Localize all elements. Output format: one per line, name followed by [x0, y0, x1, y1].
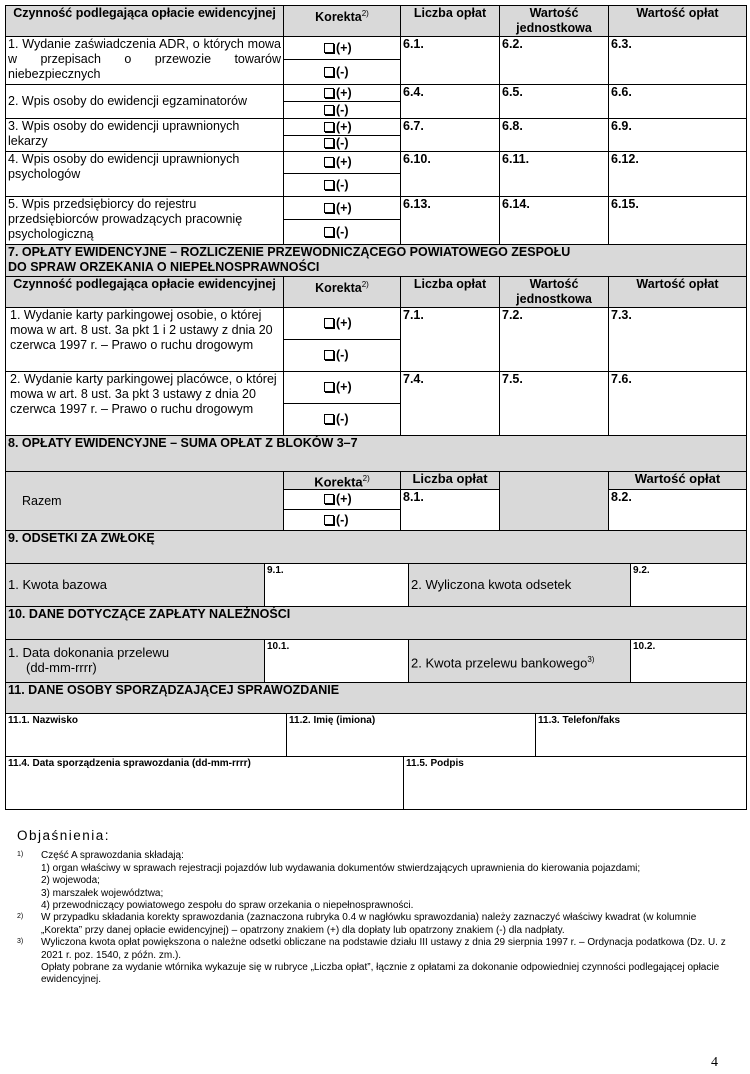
calculated-interest-cell[interactable]: 9.2. [633, 565, 650, 577]
section7-title-row [6, 245, 747, 277]
checkbox-icon [324, 203, 334, 213]
checkbox-icon [324, 105, 334, 115]
fee-value-cell[interactable]: 6.9. [609, 119, 747, 152]
fee-value-cell[interactable]: 6.15. [609, 197, 747, 245]
table-row [6, 372, 747, 404]
unit-value-cell[interactable]: 6.2. [500, 37, 609, 85]
section11-row2-container [6, 757, 747, 810]
page-number: 4 [711, 1055, 718, 1070]
correction-minus-checkbox[interactable]: (-) [284, 220, 401, 245]
razem-label: Razem [6, 472, 284, 531]
fee-count-cell[interactable]: 6.1. [401, 37, 500, 85]
checkbox-icon [324, 414, 334, 424]
signature-field[interactable]: 11.5. Podpis [406, 758, 464, 770]
footnote-1: 1) Część A sprawozdania składają: 1) organ właściwy w sprawach rejestracji pojazdów lub wydawania dokumentów stwierdzających uprawnienia do kierowania pojazdami; 2) wojewoda; 3) marszałek województwa; 4) przewodniczący powiatowego zespołu do spraw orzekania o niepełnosprawności. [17, 850, 641, 912]
unit-value-cell[interactable]: 6.5. [500, 85, 609, 119]
correction-minus-checkbox[interactable]: (-) [284, 510, 401, 531]
col-activity-header: Czynność podlegająca opłacie ewidencyjnej [6, 6, 284, 37]
correction-plus-checkbox[interactable]: (+) [284, 372, 401, 404]
fees-table [5, 5, 747, 810]
calculated-interest-label: 2. Wyliczona kwota odsetek [409, 564, 631, 606]
section7-title: 7. OPŁATY EWIDENCYJNE – ROZLICZENIE PRZEWODNICZĄCEGO POWIATOWEGO ZESPOŁU DO SPRAW ORZEKANIA O NIEPEŁNOSPRAWNOŚCI [6, 245, 747, 277]
table-row [6, 152, 747, 174]
footnote-2: 2) W przypadku składania korekty sprawozdania (zaznaczona rubryka 0.4 w nagłówku sprawozdania) należy zaznaczyć właściwy kwadrat (w kolumnie „Korekta” przy danej opłacie ewidencyjnej) – opatrzony znakiem (+) dla dopłaty lub opatrzony znakiem (-) dla nadpłaty. [17, 912, 697, 936]
checkbox-icon [324, 227, 334, 237]
activity-label: 2. Wpis osoby do ewidencji egzaminatorów [6, 85, 284, 119]
correction-plus-checkbox[interactable]: (+) [284, 85, 401, 102]
col-fee-value-header: Wartość opłat [609, 277, 747, 308]
activity-label: 1. Wydanie karty parkingowej osobie, o której mowa w art. 8 ust. 3a pkt 1 i 2 ustawy z dnia 20 czerwca 1997 r. – Prawo o ruchu drogowym [6, 308, 284, 372]
unit-value-cell[interactable]: 7.2. [500, 308, 609, 372]
section9-title-row [6, 531, 747, 564]
section10-title-row [6, 607, 747, 640]
section10-container [6, 640, 747, 683]
transfer-date-label: 1. Data dokonania przelewu (dd-mm-rrrr) [6, 640, 265, 682]
checkbox-icon [324, 515, 334, 525]
explanations [17, 830, 732, 987]
unit-value-cell[interactable]: 6.11. [500, 152, 609, 197]
table-row [6, 119, 747, 136]
footnote-3: 3) Wyliczona kwota opłat powiększona o należne odsetki obliczane na podstawie działu III ustawy z dnia 29 sierpnia 1997 r. – Ordynacja podatkowa (Dz. U. z 2021 r. poz. 1540, z późn. zm.). Opłaty pobrane za wydanie wtórnika wykazuje się w rubryce „Liczba opłat”, łącznie z opłatami za dokonanie odpowiedniej czynności podlegającej opłacie ewidencyjnej. [17, 937, 726, 986]
section10-title: 10. DANE DOTYCZĄCE ZAPŁATY NALEŻNOŚCI [6, 607, 747, 640]
table-row [6, 37, 747, 60]
activity-label: 5. Wpis przedsiębiorcy do rejestru przedsiębiorców prowadzących pracownię psychologiczną [6, 197, 284, 245]
unit-value-blank [500, 472, 609, 531]
section11-title-row [6, 683, 747, 714]
col-unit-value-header: Wartość jednostkowa [500, 6, 609, 37]
col-fee-value-header: Wartość opłat [609, 6, 747, 37]
fee-count-cell[interactable]: 6.10. [401, 152, 500, 197]
activity-label: 4. Wpis osoby do ewidencji uprawnionych psychologów [6, 152, 284, 197]
correction-plus-checkbox[interactable]: (+) [284, 119, 401, 136]
form-page [5, 5, 746, 810]
checkbox-icon [324, 157, 334, 167]
section11-title: 11. DANE OSOBY SPORZĄDZAJĄCEJ SPRAWOZDANIE [6, 683, 747, 714]
checkbox-icon [324, 67, 334, 77]
col-fee-value-header: Wartość opłat [609, 472, 747, 490]
col-correction-header: Korekta$^{2)}$ [284, 277, 401, 308]
fee-value-cell[interactable]: 6.12. [609, 152, 747, 197]
correction-plus-checkbox[interactable]: (+) [284, 37, 401, 60]
fee-count-cell[interactable]: 6.7. [401, 119, 500, 152]
checkbox-icon [324, 318, 334, 328]
surname-field[interactable]: 11.1. Nazwisko [6, 714, 287, 756]
table-row [6, 85, 747, 102]
col-correction-header: Korekta$^{2)}$ [284, 472, 401, 490]
activity-label: 3. Wpis osoby do ewidencji uprawnionych lekarzy [6, 119, 284, 152]
unit-value-cell[interactable]: 7.5. [500, 372, 609, 436]
fee-count-cell[interactable]: 6.4. [401, 85, 500, 119]
section9-row [6, 564, 747, 607]
col-fee-count-header: Liczba opłat [401, 6, 500, 37]
col-fee-count-header: Liczba opłat [401, 472, 500, 490]
section11-row2 [6, 757, 747, 810]
section6-header [6, 6, 747, 37]
base-amount-label: 1. Kwota bazowa [6, 564, 265, 606]
col-fee-count-header: Liczba opłat [401, 277, 500, 308]
correction-minus-checkbox[interactable]: (-) [284, 174, 401, 197]
unit-value-cell[interactable]: 6.8. [500, 119, 609, 152]
table-row [6, 197, 747, 220]
first-name-field[interactable]: 11.2. Imię (imiona) [287, 714, 536, 756]
correction-minus-checkbox[interactable]: (-) [284, 102, 401, 119]
fee-value-cell[interactable]: 7.6. [609, 372, 747, 436]
unit-value-cell[interactable]: 6.14. [500, 197, 609, 245]
col-activity-header: Czynność podlegająca opłacie ewidencyjnej [6, 277, 284, 308]
checkbox-icon [324, 138, 334, 148]
transfer-amount-cell[interactable]: 10.2. [633, 641, 656, 653]
col-correction-header: Korekta$^{2)}$ [284, 6, 401, 37]
correction-plus-checkbox[interactable]: (+) [284, 152, 401, 174]
table-row [6, 308, 747, 340]
phone-field[interactable]: 11.3. Telefon/faks [538, 715, 621, 727]
checkbox-icon [324, 382, 334, 392]
checkbox-icon [324, 494, 334, 504]
activity-label: 1. Wydanie zaświadczenia ADR, o których mowa w przepisach o przewozie towarów niebezpiecznych [6, 37, 284, 85]
checkbox-icon [324, 180, 334, 190]
activity-label: 2. Wydanie karty parkingowej placówce, o której mowa w art. 8 ust. 3a pkt 3 ustawy z dnia 20 czerwca 1997 r. – Prawo o ruchu drogowym [6, 372, 284, 436]
checkbox-icon [324, 43, 334, 53]
section8-title: 8. OPŁATY EWIDENCYJNE – SUMA OPŁAT Z BLOKÓW 3–7 [6, 436, 747, 472]
correction-minus-checkbox[interactable]: (-) [284, 340, 401, 372]
explanations-title: Objaśnienia: [17, 828, 111, 843]
transfer-date-cell[interactable]: 10.1. [265, 640, 409, 682]
base-amount-cell[interactable]: 9.1. [265, 564, 409, 606]
transfer-amount-label: 2. Kwota przelewu bankowego$^{3)}$ [409, 640, 631, 682]
section11-row1 [6, 714, 747, 757]
checkbox-icon [324, 122, 334, 132]
section10-row [6, 640, 747, 683]
section8-title-row [6, 436, 747, 472]
section9-title: 9. ODSETKI ZA ZWŁOKĘ [6, 531, 747, 564]
fee-value-cell[interactable]: 7.3. [609, 308, 747, 372]
checkbox-icon [324, 88, 334, 98]
fee-value-cell[interactable]: 6.3. [609, 37, 747, 85]
fee-count-cell[interactable]: 7.1. [401, 308, 500, 372]
correction-plus-checkbox[interactable]: (+) [284, 197, 401, 220]
correction-plus-checkbox[interactable]: (+) [284, 308, 401, 340]
sum-fee-count-cell[interactable]: 8.1. [401, 490, 500, 531]
correction-minus-checkbox[interactable]: (-) [284, 60, 401, 85]
correction-plus-checkbox[interactable]: (+) [284, 490, 401, 510]
correction-minus-checkbox[interactable]: (-) [284, 136, 401, 152]
sum-fee-value-cell[interactable]: 8.2. [609, 490, 747, 531]
section11-row1-container [6, 714, 747, 757]
section8-header [6, 472, 747, 490]
checkbox-icon [324, 350, 334, 360]
fee-count-cell[interactable]: 6.13. [401, 197, 500, 245]
section7-header [6, 277, 747, 308]
report-date-field[interactable]: 11.4. Data sporządzenia sprawozdania (dd-mm-rrrr) [6, 757, 404, 809]
section9-container [6, 564, 747, 607]
correction-minus-checkbox[interactable]: (-) [284, 404, 401, 436]
fee-value-cell[interactable]: 6.6. [609, 85, 747, 119]
fee-count-cell[interactable]: 7.4. [401, 372, 500, 436]
col-unit-value-header: Wartość jednostkowa [500, 277, 609, 308]
